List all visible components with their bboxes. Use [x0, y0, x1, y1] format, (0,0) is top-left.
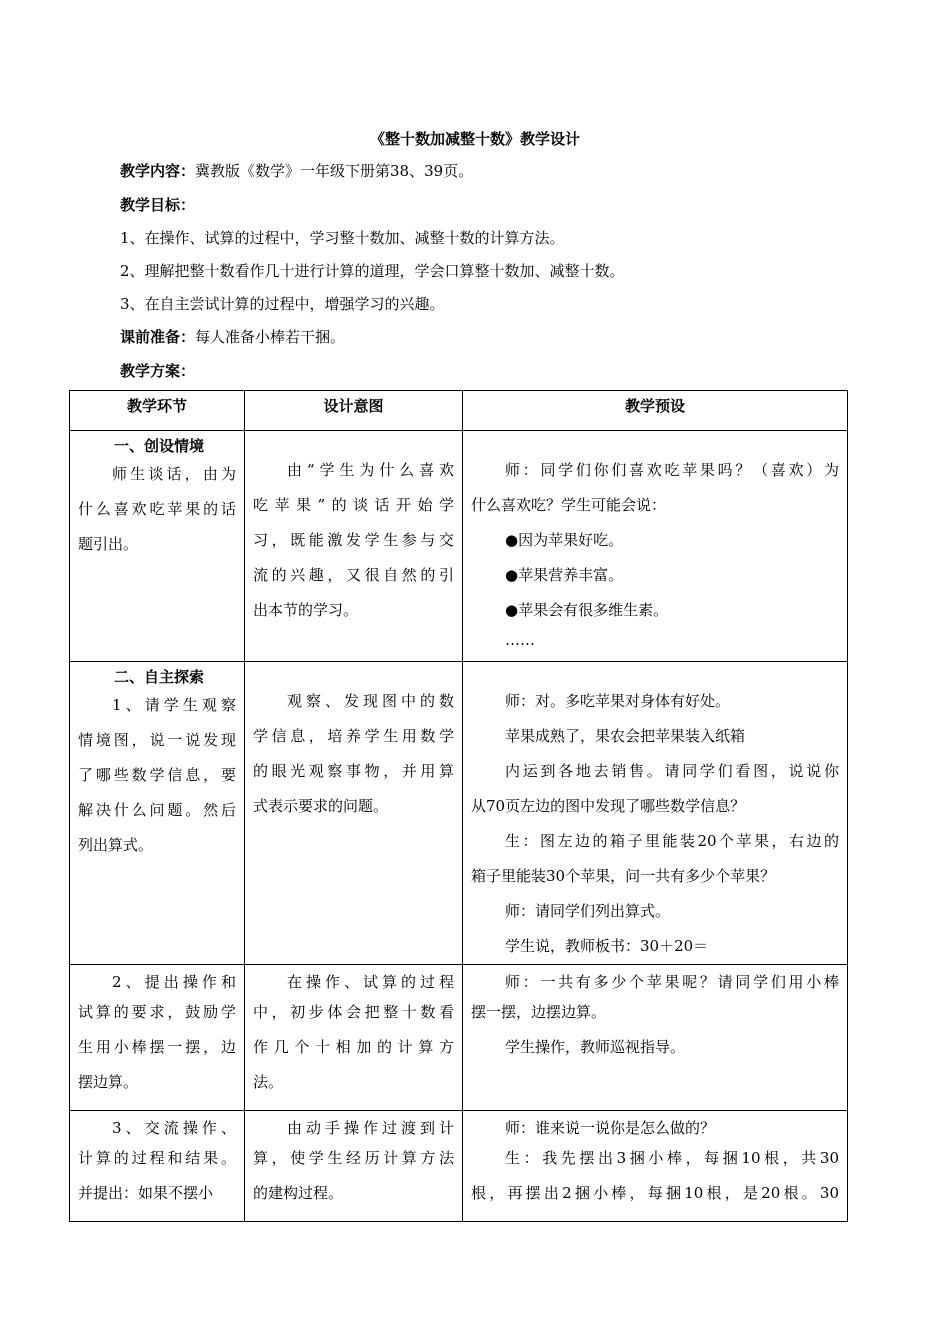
goal-item: 2、理解把整十数看作几十进行计算的道理，学会口算整十数加、减整十数。	[120, 262, 625, 280]
intent-line: 算，使学生经历计算方法	[253, 1149, 454, 1167]
stage-line: 1、请学生观察	[112, 696, 236, 714]
stage-line: 情境图，说一说发现	[78, 731, 236, 749]
content-line	[120, 161, 880, 181]
intent-cell	[245, 965, 463, 1111]
preset-line: 生：图左边的箱子里能装20个苹果，右边的	[505, 832, 839, 850]
table-row	[70, 431, 848, 662]
stage-cell	[70, 965, 245, 1111]
preset-line: 师：谁来说一说你是怎么做的？	[505, 1119, 716, 1137]
preset-line: 什么喜欢吃？学生可能会说：	[471, 496, 667, 514]
table-row	[70, 1111, 848, 1222]
stage-cell	[70, 431, 245, 662]
document-title: 《整十数加减整十数》教学设计	[369, 130, 580, 148]
preset-cell	[463, 662, 848, 965]
preset-cell	[463, 1111, 848, 1222]
header-preset: 教学预设	[463, 391, 848, 431]
preset-line: 师：请同学们列出算式。	[505, 902, 671, 920]
goals-label: 教学目标：	[120, 196, 196, 214]
stage-title: 二、自主探索	[114, 668, 205, 686]
intent-line: 中，初步体会把整十数看	[253, 1003, 454, 1021]
preparation-text: 每人准备小棒若干捆。	[195, 328, 346, 346]
plan-label: 教学方案：	[120, 362, 196, 380]
preset-line: 内运到各地去销售。请同学们看图，说说你	[505, 762, 839, 780]
goal-item: 3、在自主尝试计算的过程中，增强学习的兴趣。	[120, 295, 445, 313]
stage-line: 生用小棒摆一摆，边	[78, 1038, 236, 1056]
stage-line: 3、交流操作、	[112, 1119, 236, 1137]
preset-line: 箱子里能装30个苹果，问一共有多少个苹果？	[471, 867, 776, 885]
preparation-line	[120, 327, 880, 347]
preset-line: ……	[505, 631, 535, 649]
intent-line: 吃苹果”的谈话开始学	[253, 496, 454, 514]
stage-line: 什么喜欢吃苹果的话	[78, 500, 236, 518]
stage-cell	[70, 1111, 245, 1222]
intent-line: 由动手操作过渡到计	[287, 1119, 454, 1137]
content-label: 教学内容：	[120, 162, 196, 180]
stage-line: 摆边算。	[78, 1073, 139, 1091]
intent-line: 法。	[253, 1073, 284, 1091]
preset-line: ●苹果营养丰富。	[505, 566, 624, 584]
intent-line: 作几个十相加的计算方	[253, 1038, 454, 1056]
preset-line: 苹果成熟了，果农会把苹果装入纸箱	[505, 727, 746, 745]
content-text: 冀教版《数学》一年级下册第38、39页。	[195, 162, 474, 180]
preset-line: 摆一摆，边摆边算。	[471, 1003, 607, 1021]
preset-line: 师：一共有多少个苹果呢？请同学们用小棒	[505, 973, 839, 991]
preset-line: 师：同学们你们喜欢吃苹果吗？（喜欢）为	[505, 461, 839, 479]
stage-line: 了哪些数学信息，要	[78, 766, 236, 784]
intent-line: 式表示要求的问题。	[253, 797, 389, 815]
header-intent: 设计意图	[245, 391, 463, 431]
preset-line: 学生说，教师板书：30＋20＝	[505, 937, 709, 955]
stage-title: 一、创设情境	[114, 437, 205, 455]
intent-line: 在操作、试算的过程	[287, 973, 454, 991]
intent-line: 的建构过程。	[253, 1184, 344, 1202]
preset-cell	[463, 431, 848, 662]
stage-line: 题引出。	[78, 535, 139, 553]
preset-line: 从70页左边的图中发现了哪些数学信息？	[471, 797, 746, 815]
preparation-label: 课前准备：	[120, 328, 196, 346]
header-stage: 教学环节	[70, 391, 245, 431]
goal-item: 1、在操作、试算的过程中，学习整十数加、减整十数的计算方法。	[120, 229, 565, 247]
stage-line: 计算的过程和结果。	[78, 1149, 236, 1167]
intent-line: 的眼光观察事物，并用算	[253, 762, 454, 780]
intent-line: 习，既能激发学生参与交	[253, 531, 454, 549]
intent-line: 观察、发现图中的数	[287, 692, 454, 710]
preset-line: 学生操作，教师巡视指导。	[505, 1038, 686, 1056]
table-row	[70, 662, 848, 965]
preset-line: 根，再摆出2捆小棒，每捆10根，是20根。30	[471, 1184, 839, 1202]
intent-line: 学信息，培养学生用数学	[253, 727, 454, 745]
stage-line: 2、提出操作和	[112, 973, 236, 991]
stage-line: 并提出：如果不摆小	[78, 1184, 214, 1202]
stage-cell	[70, 662, 245, 965]
stage-line: 师生谈话，由为	[112, 465, 236, 483]
preset-line: 生：我先摆出3捆小棒，每捆10根，共30	[505, 1149, 839, 1167]
stage-line: 试算的要求，鼓励学	[78, 1003, 236, 1021]
plan-table	[69, 390, 848, 1222]
preset-line: ●因为苹果好吃。	[505, 531, 624, 549]
preset-line: 师：对。多吃苹果对身体有好处。	[505, 692, 731, 710]
table-row	[70, 965, 848, 1111]
intent-cell	[245, 1111, 463, 1222]
table-header-row	[70, 391, 848, 431]
preset-cell	[463, 965, 848, 1111]
intent-line: 流的兴趣，又很自然的引	[253, 566, 454, 584]
stage-line: 列出算式。	[78, 836, 154, 854]
intent-cell	[245, 431, 463, 662]
stage-line: 解决什么问题。然后	[78, 801, 236, 819]
intent-cell	[245, 662, 463, 965]
intent-line: 由“学生为什么喜欢	[287, 461, 454, 479]
preset-line: ●苹果会有很多维生素。	[505, 601, 669, 619]
intent-line: 出本节的学习。	[253, 601, 359, 619]
